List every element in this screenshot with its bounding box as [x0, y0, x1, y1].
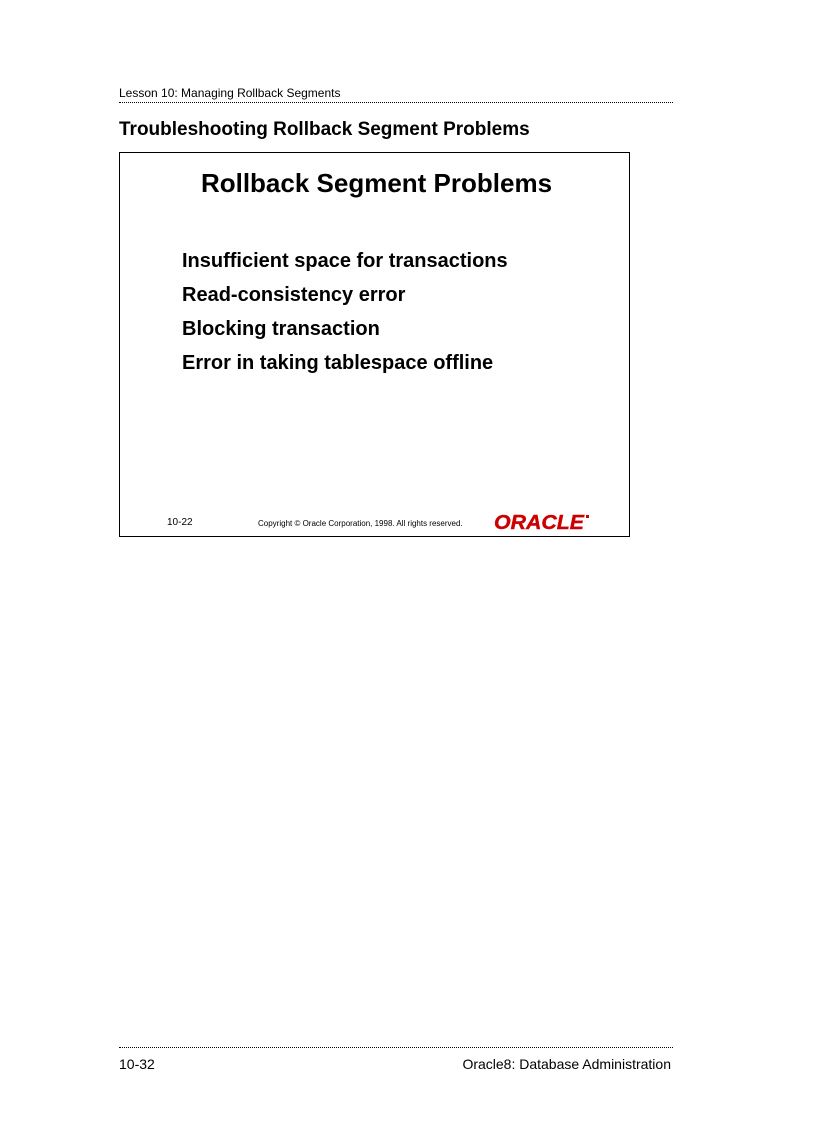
oracle-logo-text: ORACLE [494, 512, 585, 532]
section-title: Troubleshooting Rollback Segment Problems [119, 119, 530, 140]
slide-title: Rollback Segment Problems [200, 168, 553, 198]
slide-bullet-list [182, 250, 508, 386]
lesson-header: Lesson 10: Managing Rollback Segments [119, 86, 341, 100]
header-divider [119, 102, 673, 103]
slide-frame [119, 152, 630, 537]
slide-number: 10-22 [167, 517, 193, 528]
slide-bullet-item: Error in taking tablespace offline [182, 352, 494, 374]
footer-divider [119, 1047, 673, 1048]
slide-copyright: Copyright © Oracle Corporation, 1998. All rights reserved. [258, 519, 463, 528]
slide-bullet-item: Insufficient space for transactions [182, 250, 508, 272]
slide-bullet-item: Blocking transaction [182, 318, 380, 340]
oracle-logo-mark [586, 515, 589, 518]
slide-bullet-item: Read-consistency error [182, 284, 406, 306]
book-title: Oracle8: Database Administration [462, 1056, 671, 1072]
oracle-logo [494, 512, 592, 532]
page-number: 10-32 [119, 1056, 155, 1072]
